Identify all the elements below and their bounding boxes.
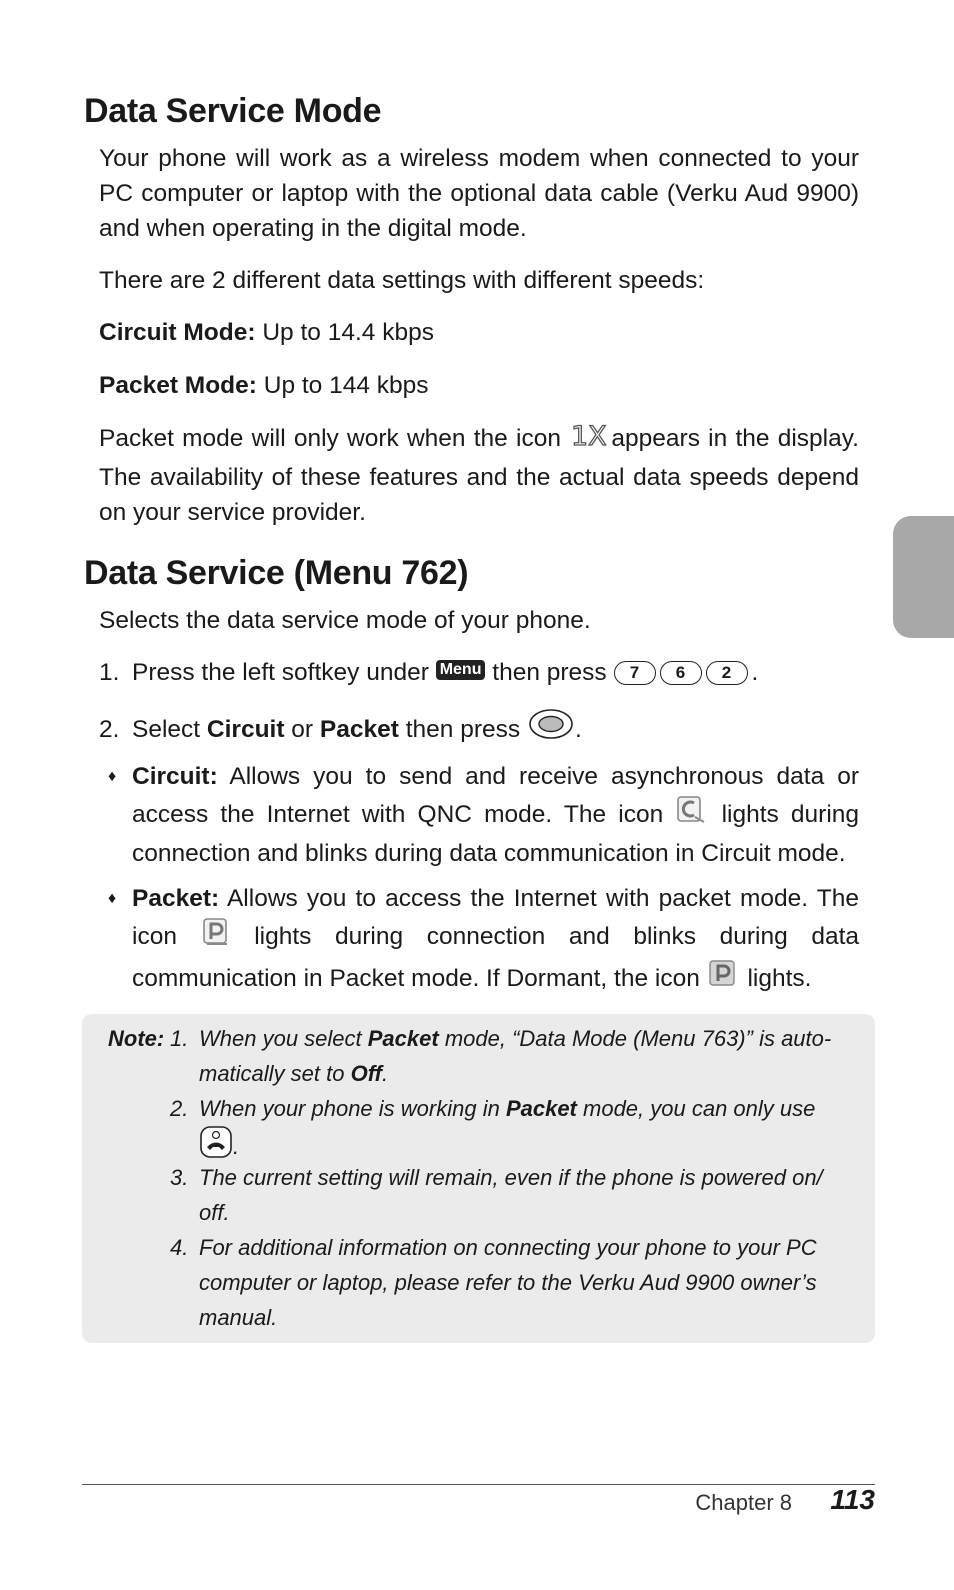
1x-icon [569, 420, 607, 460]
footer-divider [82, 1484, 875, 1485]
chapter-thumb-tab [893, 516, 954, 638]
bullet-diamond-icon: ♦ [108, 768, 117, 785]
note-1-text-d: matically set to [199, 1061, 351, 1086]
paragraph-modem-intro: Your phone will work as a wireless modem when connected to your PC computer or laptop with the optional data cable (Verku Aud 9900) and when operating in the digital mode. [99, 145, 859, 242]
note-1-text-a: When you select [199, 1026, 368, 1051]
step-1: 1. Press the left softkey under Menu then press 7 6 2 . [99, 655, 859, 690]
step-2-number: 2. [99, 716, 120, 743]
note-4-line-2: computer or laptop, please refer to the Verku Aud 9900 owner’s [199, 1270, 817, 1295]
ok-key-icon [527, 707, 575, 751]
note-2-line-2: . [199, 1126, 239, 1168]
bullet-packet [108, 881, 860, 992]
key-2-icon: 2 [706, 661, 748, 685]
bullet-packet-text [132, 881, 859, 1000]
circuit-mode-value: Up to 14.4 kbps [255, 319, 434, 346]
step-1-text-b: then press [492, 659, 607, 686]
note-3-line-1: The current setting will remain, even if the phone is powered on/ [199, 1165, 823, 1190]
key-6-icon: 6 [660, 661, 702, 685]
packet-availability-text-a: Packet mode will only work when the icon [99, 425, 561, 452]
note-3-number: 3. [170, 1165, 189, 1190]
bullet-circuit-text-a: Allows you to send and receive asynchronous data or access the Internet with QNC mode. The icon [132, 763, 859, 828]
note-3-line-2: off. [199, 1200, 230, 1225]
note-2-packet: Packet [505, 1096, 577, 1121]
step-2: 2. Select Circuit or Packet then press . [99, 707, 859, 751]
step-2-text-a: Select [132, 716, 207, 743]
note-1-number: 1. [170, 1026, 189, 1051]
section-title-data-service-menu: Data Service (Menu 762) [84, 554, 469, 592]
packet-mode-speed [99, 368, 859, 403]
packet-mode-value: Up to 144 kbps [256, 372, 429, 399]
packet-availability-text-b: appears in the display. The availability of these features and the actual data speeds depend on your service provider. [99, 425, 859, 526]
note-4-number: 4. [170, 1235, 189, 1260]
note-1-off: Off [350, 1061, 382, 1086]
bullet-diamond-icon: ♦ [108, 890, 117, 907]
bullet-circuit-text [132, 759, 859, 871]
step-1-number: 1. [99, 659, 120, 686]
circuit-mode-speed [99, 315, 859, 350]
circuit-mode-label: Circuit Mode: [99, 319, 256, 346]
step-2-or: or [284, 716, 320, 743]
note-2-text-c: mode, you can only use [576, 1096, 816, 1121]
paragraph-packet-availability [99, 420, 859, 530]
step-1-text-a: Press the left softkey under [132, 659, 429, 686]
bullet-circuit-text-b: lights during connection and blinks during data communication in Circuit mode. [132, 801, 860, 867]
key-7-icon: 7 [614, 661, 656, 685]
packet-dormant-icon [707, 958, 741, 1000]
note-2-text-a: When your phone is working in [199, 1096, 506, 1121]
note-1-packet: Packet [367, 1026, 439, 1051]
bullet-packet-text-b: lights during connection and blinks during data communication in Packet mode. If Dormant, the icon [132, 923, 860, 992]
menu-softkey-icon: Menu [436, 660, 486, 680]
step-2-circuit: Circuit [206, 716, 285, 743]
bullet-circuit-label: Circuit: [132, 763, 218, 790]
note-4-line-1: For additional information on connecting your phone to your PC [199, 1235, 817, 1260]
paragraph-data-service-intro: Selects the data service mode of your phone. [99, 607, 591, 634]
paragraph-data-settings: There are 2 different data settings with different speeds: [99, 267, 705, 294]
note-1-period: . [381, 1061, 389, 1086]
note-1-text-c: mode, “Data Mode (Menu 763)” is auto- [438, 1026, 832, 1051]
section-title-data-service-mode: Data Service Mode [84, 92, 382, 130]
footer-chapter: Chapter 8 [695, 1490, 792, 1515]
step-2-text-b: then press [398, 716, 521, 743]
note-label: Note: [108, 1026, 165, 1051]
step-2-packet: Packet [319, 716, 399, 743]
bullet-packet-text-a: Allows you to access the Internet with packet mode. The icon [132, 885, 859, 950]
packet-mode-label: Packet Mode: [99, 372, 257, 399]
bullet-packet-text-c: lights. [747, 965, 812, 992]
note-1-line-1 [199, 1021, 831, 1056]
note-2-number: 2. [170, 1096, 189, 1121]
circuit-connection-icon [675, 794, 709, 836]
1x-icon-glyph: 1X [571, 421, 607, 452]
page-number: 113 [830, 1484, 875, 1515]
note-4-line-3: manual. [199, 1305, 278, 1330]
bullet-circuit [108, 759, 860, 867]
bullet-packet-label: Packet: [132, 885, 220, 912]
packet-connection-icon [201, 916, 231, 958]
note-1-line-2 [199, 1056, 388, 1091]
note-2-line-1 [199, 1091, 815, 1126]
